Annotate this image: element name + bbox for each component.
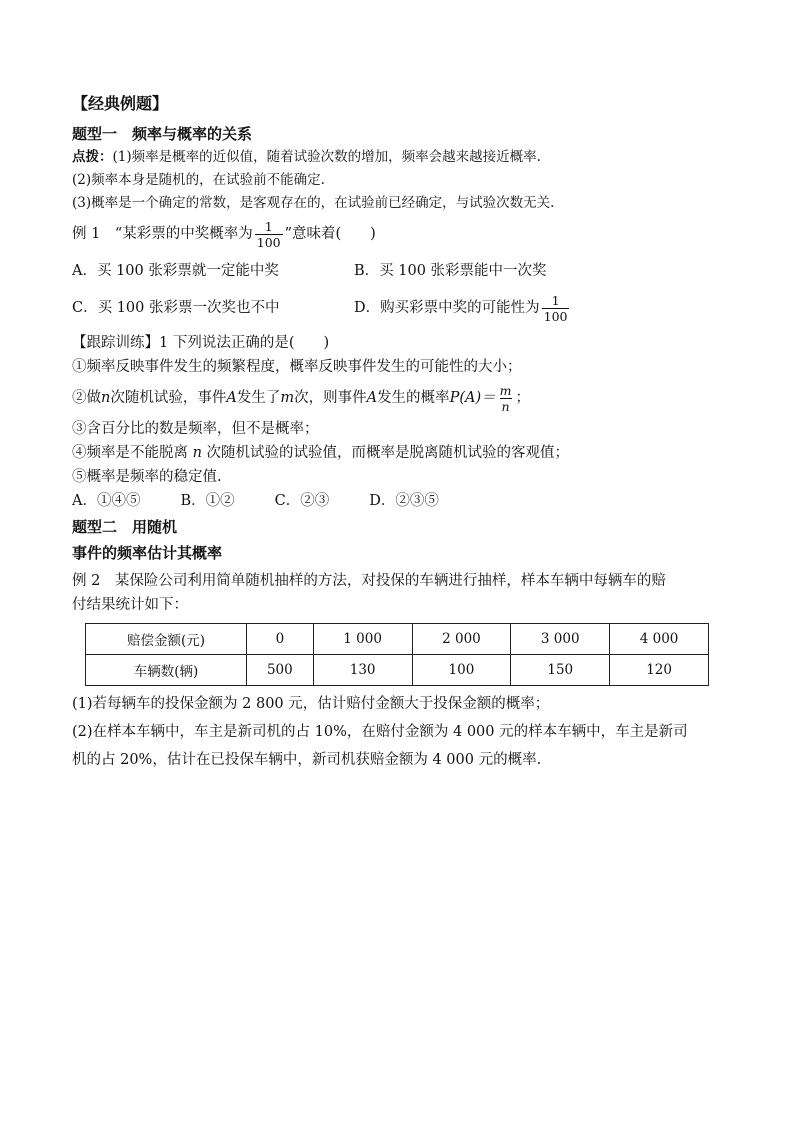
- ex1-option-d-text: D．购买彩票中奖的可能性为: [354, 300, 540, 316]
- table-row: [86, 624, 709, 655]
- question-2-line1: (2)在样本车辆中，车主是新司机的占 10%，在赔付金额为 4 000 元的样本车辆中，车主是新司: [72, 724, 688, 740]
- ex1-options-row2: [72, 289, 722, 327]
- track-option-b: B．①②: [180, 493, 235, 509]
- track-option-c: C．②③: [274, 493, 330, 509]
- track-text: 1 下列说法正确的是( ): [159, 335, 330, 351]
- type2-title-line2: 事件的频率估计其概率: [72, 544, 223, 562]
- ex1-option-a: A．买 100 张彩票就一定能中奖: [72, 263, 279, 279]
- s2-var-a: A: [226, 390, 237, 406]
- tip-2: (2)频率本身是随机的，在试验前不能确定.: [72, 172, 325, 188]
- ex2-line-1: 例 2 某保险公司利用简单随机抽样的方法，对投保的车辆进行抽样，样本车辆中每辆车的赔: [72, 573, 666, 589]
- table-cell: 2 000: [412, 624, 511, 655]
- ex1-option-d-fraction: [542, 294, 570, 323]
- s2-text-d: 次，则事件: [294, 390, 367, 406]
- table-cell: 4 000: [610, 624, 709, 655]
- statement-2: [72, 379, 722, 417]
- tip-1: [72, 146, 722, 169]
- track-options: [72, 489, 722, 513]
- ex1-option-d: [354, 294, 636, 323]
- d-frac-num: 1: [551, 292, 560, 308]
- table-cell: 3 000: [511, 624, 610, 655]
- question-1: (1)若每辆车的投保金额为 2 800 元，估计赔付金额大于投保金额的概率；: [72, 696, 550, 712]
- table-cell: 120: [610, 655, 709, 686]
- question-2-line2: 机的占 20%，估计在已投保车辆中，新司机获赔金额为 4 000 元的概率.: [72, 752, 542, 768]
- ex1-prefix: 例 1 “某彩票的中奖概率为: [72, 226, 253, 242]
- s2-text-b: 次随机试验，事件: [110, 390, 227, 406]
- table-cell: 1 000: [313, 624, 412, 655]
- s2-text-end: ；: [515, 390, 530, 406]
- ex1-fraction: [255, 220, 283, 249]
- example-1-question: [72, 215, 722, 253]
- table-cell: 赔偿金额(元): [86, 624, 247, 655]
- statement-3: ③含百分比的数是频率，但不是概率；: [72, 421, 319, 437]
- table-cell: 130: [313, 655, 412, 686]
- table-cell: 100: [412, 655, 511, 686]
- track-option-a: A．①④⑤: [72, 493, 141, 509]
- track-training: [72, 331, 722, 355]
- tip-3: (3)概率是一个确定的常数，是客观存在的，在试验前已经确定，与试验次数无关.: [72, 195, 555, 211]
- statement-1: ①频率反映事件发生的频繁程度，概率反映事件发生的可能性的大小；: [72, 359, 522, 375]
- s2-text-c: 发生了: [236, 390, 281, 406]
- s2-fraction: [498, 384, 514, 413]
- s2-text-e: 发生的概率: [377, 390, 450, 406]
- ex2-line-2: 付结果统计如下：: [72, 597, 188, 613]
- s2-frac-num: m: [499, 382, 512, 398]
- s4-text-a: ④频率是不能脱离: [72, 445, 193, 461]
- ex1-suffix: ”意味着( ): [284, 226, 376, 242]
- table-cell: 车辆数(辆): [86, 655, 247, 686]
- ex1-options-row1: [72, 253, 722, 289]
- d-frac-den: 100: [543, 308, 568, 324]
- statement-5: ⑤概率是频率的稳定值.: [72, 469, 222, 485]
- ex1-frac-den: 100: [256, 234, 281, 250]
- ex1-option-b: B．买 100 张彩票能中一次奖: [354, 263, 547, 279]
- type1-title: 题型一 频率与概率的关系: [72, 125, 253, 143]
- type2-title-line1: 题型二 用随机: [72, 518, 178, 536]
- track-option-d: D．②③⑤: [369, 493, 439, 509]
- s4-text-b: 次随机试验的试验值，而概率是脱离随机试验的客观值；: [201, 445, 570, 461]
- track-label: 【跟踪训练】: [72, 335, 159, 351]
- tip-1-text: (1)频率是概率的近似值，随着试验次数的增加，频率会越来越接近概率.: [112, 149, 541, 165]
- s2-var-n: n: [101, 390, 111, 406]
- compensation-table: [85, 623, 709, 686]
- tip-label: 点拨：: [72, 149, 113, 165]
- table-row: [86, 655, 709, 686]
- s4-var-n: n: [192, 445, 202, 461]
- s2-text-a: ②做: [72, 390, 101, 406]
- ex1-frac-num: 1: [264, 218, 273, 234]
- s2-frac-den: n: [501, 398, 510, 414]
- section-title: 【经典例题】: [72, 94, 169, 113]
- s2-prob-expr: P(A)＝: [449, 390, 496, 406]
- s2-var-m: m: [280, 390, 295, 406]
- s2-var-a2: A: [366, 390, 378, 406]
- table-cell: 0: [247, 624, 314, 655]
- table-cell: 500: [247, 655, 314, 686]
- document-page: [72, 92, 722, 772]
- table-cell: 150: [511, 655, 610, 686]
- statement-4: [72, 441, 722, 465]
- ex1-option-c: C．买 100 张彩票一次奖也不中: [72, 300, 280, 316]
